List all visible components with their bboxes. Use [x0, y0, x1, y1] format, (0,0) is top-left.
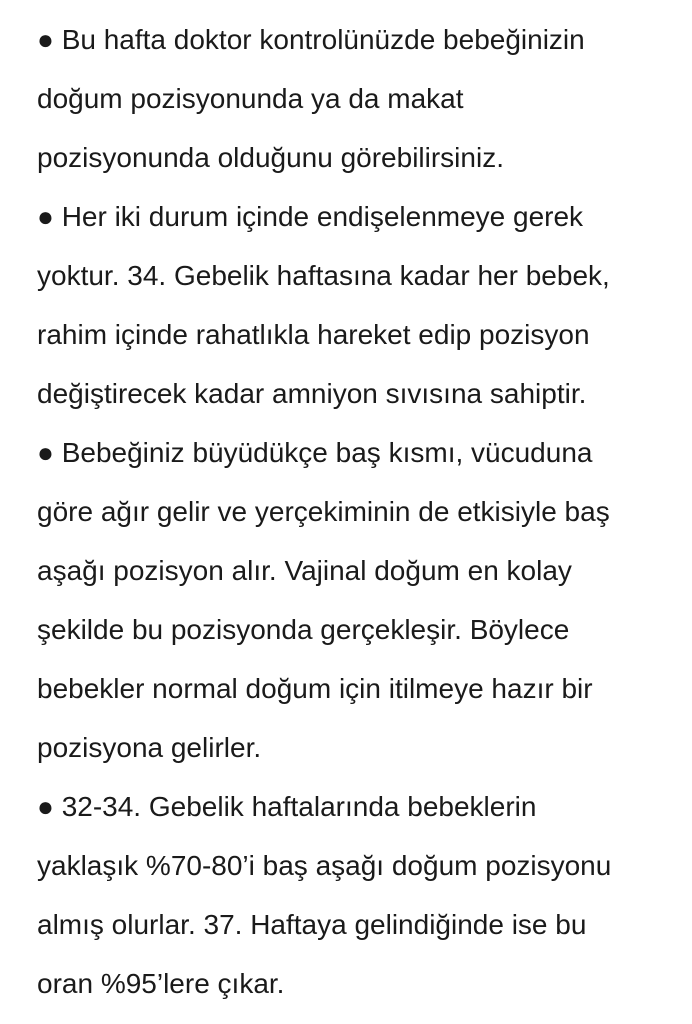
text-line: göre ağır gelir ve yerçekiminin de etkisiyle baş [37, 496, 610, 527]
text-line: ● Bu hafta doktor kontrolünüzde bebeğinizin [37, 24, 585, 55]
text-line: ● Her iki durum içinde endişelenmeye gerek [37, 201, 584, 232]
text-line: rahim içinde rahatlıkla hareket edip pozisyon [37, 319, 590, 350]
text-line: yoktur. 34. Gebelik haftasına kadar her bebek, [37, 260, 610, 291]
text-line: değiştirecek kadar amniyon sıvısına sahiptir. [37, 378, 587, 409]
text-line: almış olurlar. 37. Haftaya gelindiğinde ise bu [37, 909, 587, 940]
text-line: yaklaşık %70-80’i baş aşağı doğum pozisyonu [37, 850, 612, 881]
text-line: pozisyonunda olduğunu görebilirsiniz. [37, 142, 504, 173]
text-line: ● Bebeğiniz büyüdükçe baş kısmı, vücuduna [37, 437, 593, 468]
text-line: aşağı pozisyon alır. Vajinal doğum en kolay [37, 555, 572, 586]
text-line: doğum pozisyonunda ya da makat [37, 83, 464, 114]
text-line: şekilde bu pozisyonda gerçekleşir. Böylece [37, 614, 570, 645]
text-line: oran %95’lere çıkar. [37, 968, 285, 999]
text-line: ● 32-34. Gebelik haftalarında bebeklerin [37, 791, 537, 822]
text-line: bebekler normal doğum için itilmeye hazır bir [37, 673, 593, 704]
text-line: pozisyona gelirler. [37, 732, 262, 763]
